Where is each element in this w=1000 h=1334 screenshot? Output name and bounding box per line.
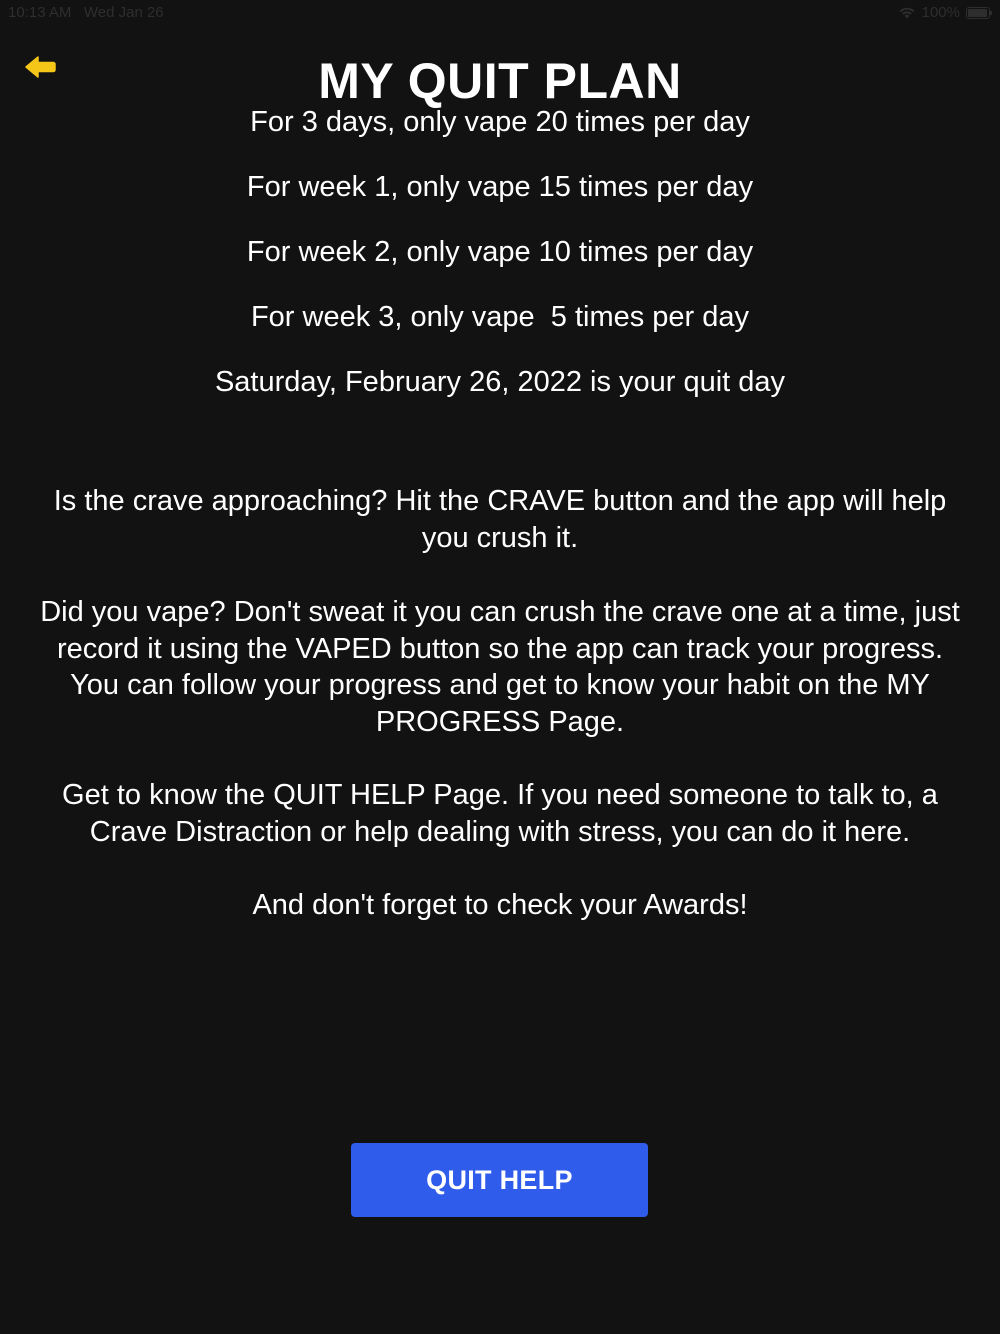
quit-help-info-text: Get to know the QUIT HELP Page. If you need someone to talk to, a Crave Distraction or help dealing with stress, you can do it here. bbox=[62, 779, 938, 848]
quit-day-line: Saturday, February 26, 2022 is your quit day bbox=[214, 366, 786, 398]
plan-line-week-3: For week 3, only vape 5 times per day bbox=[250, 301, 750, 333]
plan-line-week-1: For week 1, only vape 15 times per day bbox=[246, 171, 754, 203]
page-title: MY QUIT PLAN bbox=[318, 53, 682, 109]
plan-line-week-2: For week 2, only vape 10 times per day bbox=[246, 236, 754, 268]
awards-info-text: And don't forget to check your Awards! bbox=[252, 889, 748, 921]
vaped-info-text: Did you vape? Don't sweat it you can crush the crave one at a time, just record it using the VAPED button so the app can track your progress. You can follow your progress and get to know your habit on the MY PROGRESS Page. bbox=[40, 596, 960, 738]
battery-icon bbox=[966, 7, 992, 19]
battery-percent: 100% bbox=[921, 4, 960, 21]
wifi-icon bbox=[898, 6, 916, 19]
quit-help-button-label: QUIT HELP bbox=[426, 1164, 573, 1195]
status-time: 10:13 AM Wed Jan 26 bbox=[8, 4, 164, 21]
status-bar bbox=[0, 0, 1000, 24]
status-right bbox=[898, 4, 992, 21]
plan-line-3-days: For 3 days, only vape 20 times per day bbox=[250, 106, 750, 138]
quit-help-button[interactable] bbox=[351, 1143, 648, 1217]
crave-info-text: Is the crave approaching? Hit the CRAVE button and the app will help you crush it. bbox=[53, 485, 947, 554]
